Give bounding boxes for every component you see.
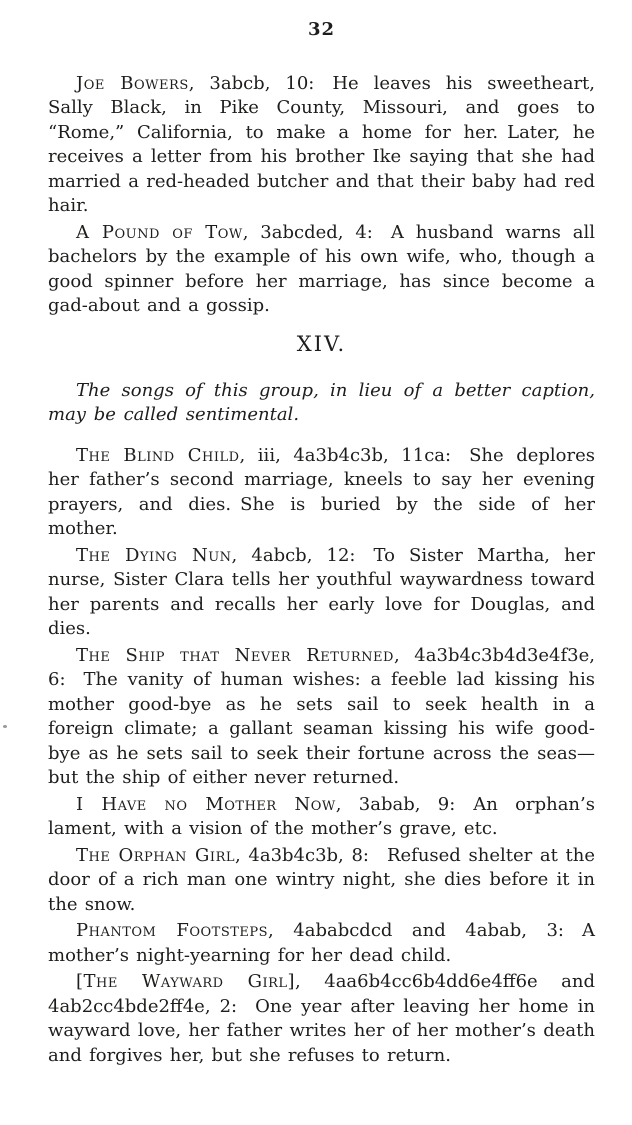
song-entry [48,444,595,542]
song-entry [48,844,595,918]
song-title: A Pound of Tow [76,221,243,243]
song-entry [48,72,595,219]
scan-speck [3,725,7,728]
song-description: , 4a3b4c3b, 8: Refused shelter at the door of a rich man one wintry night, she dies before it in the snow. [48,844,596,915]
song-entry [48,793,595,842]
song-description: , 4aa6b4cc6b4dd6e4ff6e and 4ab2cc4bde2ff4e, 2: One year after leaving her home in wayward love, her father writes her of her mother’s death and forgives her, but she refuses to return. [48,971,596,1066]
song-description: , 3abab, 9: An orphan’s lament, with a vision of the mother’s grave, etc. [48,793,595,839]
song-title: Joe Bowers [76,72,189,94]
song-description: , iii, 4a3b4c3b, 11ca: She deplores her father’s second marriage, kneels to say her evening prayers, and dies. She is buried by the side of her mother. [48,444,595,539]
song-title: The Ship that Never Returned [76,644,394,666]
song-title: The Orphan Girl [76,844,235,866]
song-description: , 3abcded, 4: A husband warns all bachelors by the example of his own wife, who, though a good spinner before her marriage, has since become a gad-about and a gossip. [48,221,595,316]
song-title: [The Wayward Girl] [76,971,296,992]
section-heading: XIV. [296,331,347,356]
song-description: , 4abcb, 12: To Sister Martha, her nurse, Sister Clara tells her youthful waywardness toward her parents and recalls her early love for Douglas, and dies. [48,544,595,639]
song-description: , 4ababcdcd and 4abab, 3: A mother’s night-yearning for her dead child. [48,920,595,966]
song-title: The Blind Child [76,444,240,466]
song-entry [48,970,595,1068]
page-number: 32 [307,19,336,40]
song-title: The Dying Nun [76,544,232,566]
song-entry [48,919,595,968]
song-entry [48,644,595,791]
section-note: The songs of this group, in lieu of a better caption, may be called sentimental. [48,379,595,425]
song-title: I Have no Mother Now [76,793,336,815]
song-entry [48,221,595,319]
song-description: , 3abcb, 10: He leaves his sweetheart, Sally Black, in Pike County, Missouri, and goes to “Rome,” California, to make a home for her. Later, he receives a letter from his brother Ike saying that she had married a red-headed butcher and that their baby had red hair. [48,72,595,216]
song-title: Phantom Footsteps [76,920,269,941]
song-description: , 4a3b4c3b4d3e4f3e, 6: The vanity of human wishes: a feeble lad kissing his mother good-bye as he sets sail to seek health in a foreign climate; a gallant seaman kissing his wife good-bye as he sets sail to seek their fortune across the seas—but the ship of either never returned. [48,644,595,788]
song-entry [48,544,595,642]
